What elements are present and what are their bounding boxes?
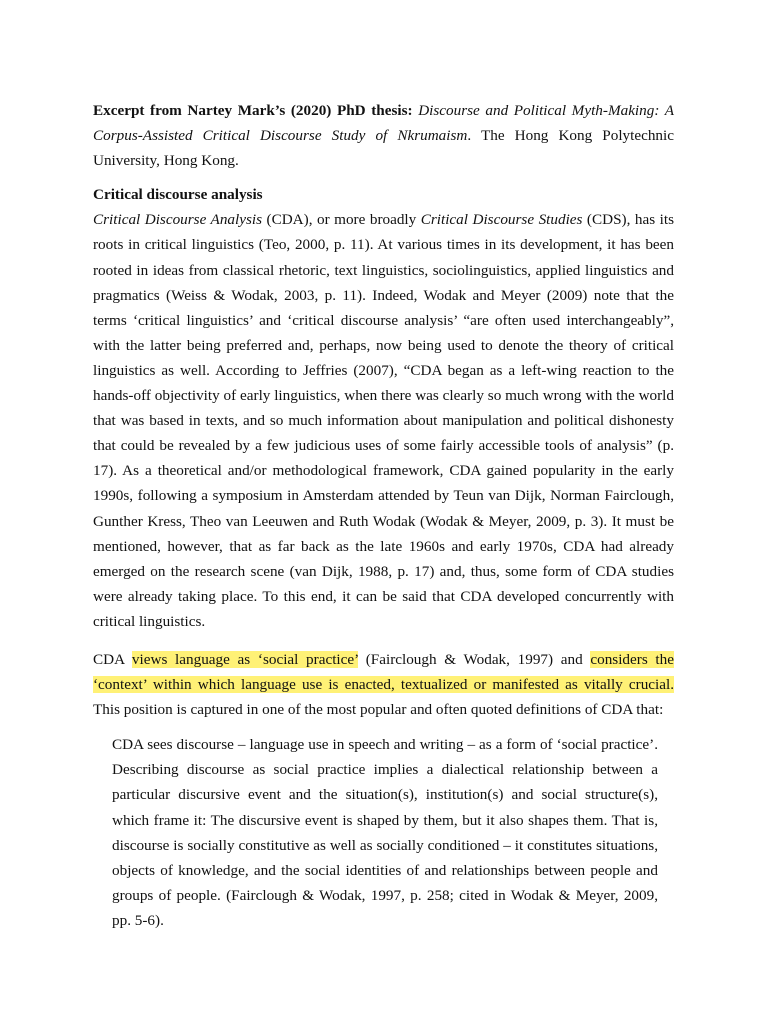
highlight-social-practice: views language as ‘social practice’ (131, 650, 359, 668)
p2-text-a: CDA (93, 650, 132, 668)
block-quote: CDA sees discourse – language use in speech and writing – as a form of ‘social practice’. Describing discourse as social practice implies a dialectical relationship between a particular discursive event and the situation(s), institution(s) and social structure(s), which frame it: The discursive event is shaped by them, but it also shapes them. That is, discourse is socially constitutive as well as socially conditioned – it constitutes situations, objects of knowledge, and the social identities of and relationships between people and groups of people. (Fairclough & Wodak, 1997, p. 258; cited in Wodak & Meyer, 2009, pp. 5-6). (112, 736, 658, 929)
p1-term-cds: Critical Discourse Studies (420, 211, 583, 229)
section-heading: Critical discourse analysis (93, 186, 263, 204)
p1-text-b: (CDS), has its roots in critical linguistics (Teo, 2000, p. 11). At various times in its development, it has been rooted in ideas from classical rhetoric, text linguistics, sociolinguistics, applied linguistics and pragmatics (Weiss & Wodak, 2003, p. 11). Indeed, Wodak and Meyer (2009) note that the terms ‘critical linguistics’ and ‘critical discourse analysis’ “are often used interchangeably”, with the latter being preferred and, perhaps, now being used to denote the theory of critical linguistics as well. According to Jeffries (2007), “CDA began as a left-wing reaction to the hands-off objectivity of early linguistics, when there was clearly so much wrong with the world that was based in texts, and so much information about manipulation and political dishonesty that could be revealed by a few judicious uses of some fairly accessible tools of analysis” (p. 17). As a theoretical and/or methodological framework, CDA gained popularity in the early 1990s, following a symposium in Amsterdam attended by Teun van Dijk, Norman Fairclough, Gunther Kress, Theo van Leeuwen and Ruth Wodak (Wodak & Meyer, 2009, p. 3). It must be mentioned, however, that as far back as the late 1960s and early 1970s, CDA had already emerged on the research scene (van Dijk, 1988, p. 17) and, thus, some form of CDA studies were already taking place. To this end, it can be said that CDA developed concurrently with critical linguistics. (93, 211, 674, 630)
section-paragraph-2 (93, 647, 674, 722)
document-page (93, 98, 674, 933)
thesis-title: Discourse and Political Myth-Making: A Corpus-Assisted Critical Discourse Study of Nkrumaism (93, 102, 675, 145)
p2-text-c: This position is captured in one of the most popular and often quoted definitions of CDA that: (93, 701, 664, 719)
intro-paragraph (93, 98, 674, 173)
intro-lead: Excerpt from Nartey Mark’s (2020) PhD thesis: (93, 102, 413, 119)
thesis-affiliation: . The Hong Kong Polytechnic University, Hong Kong. (93, 127, 674, 170)
highlight-context: considers the ‘context’ within which language use is enacted, textualized or manifested as vitally crucial. (93, 650, 674, 694)
paragraph-gap (93, 634, 674, 647)
p1-term-cda: Critical Discourse Analysis (93, 211, 263, 229)
section-paragraph-1 (93, 182, 674, 634)
p2-text-b: (Fairclough & Wodak, 1997) and (358, 650, 591, 668)
p1-text-a: (CDA), or more broadly (262, 211, 421, 229)
